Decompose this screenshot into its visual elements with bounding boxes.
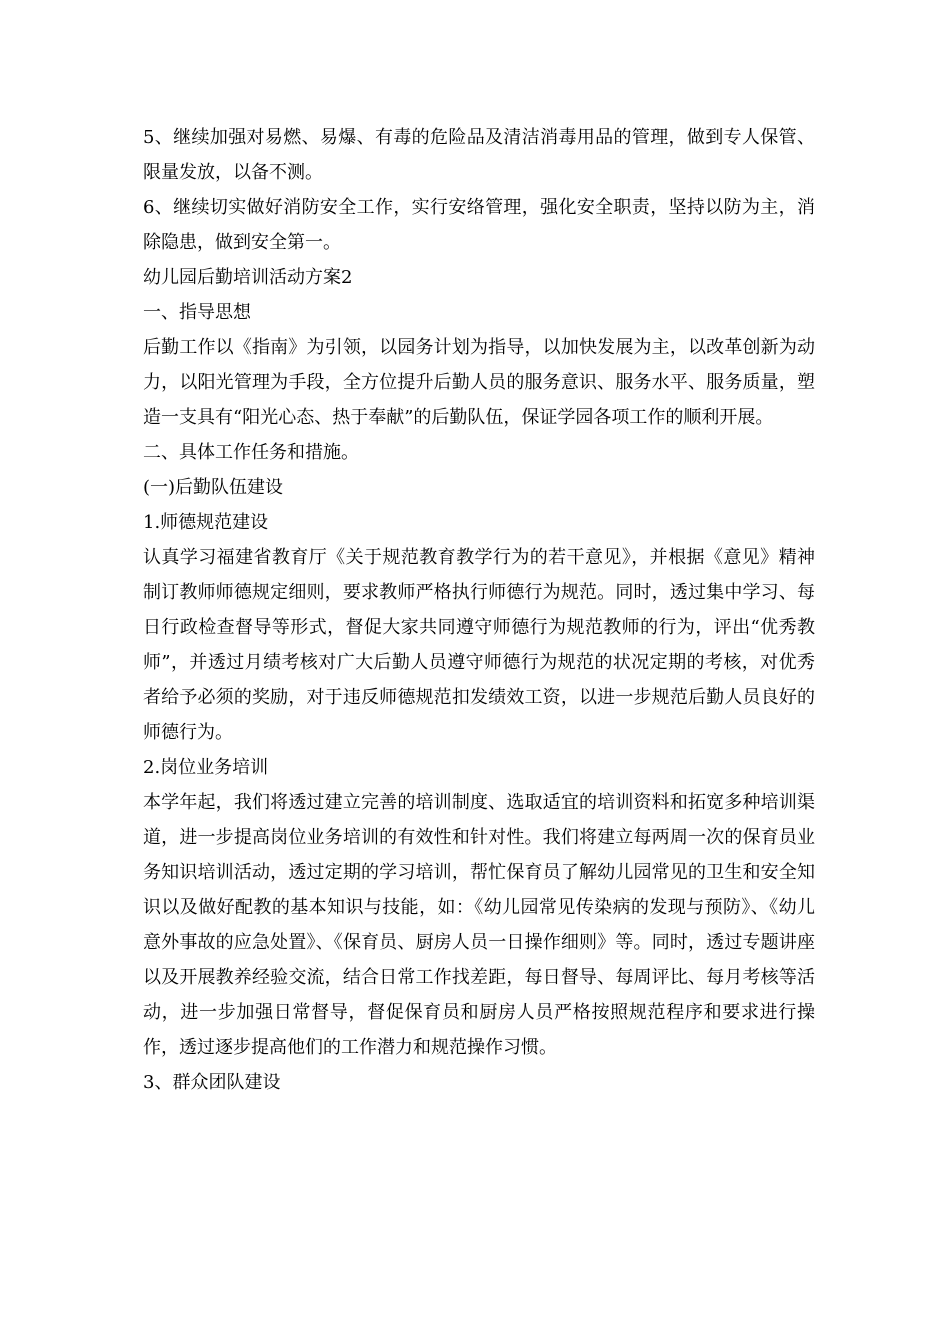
document-body — [143, 120, 815, 1100]
section-heading-tasks: 二、具体工作任务和措施。 — [143, 442, 359, 463]
paragraph-guiding-thought: 后勤工作以《指南》为引领，以园务计划为指导，以加快发展为主，以改革创新为动力，以阳光管理为手段，全方位提升后勤人员的服务意识、服务水平、服务质量，塑造一支具有“阳光心态、热于奉献”的后勤队伍，保证学园各项工作的顺利开展。 — [143, 337, 815, 428]
subsection-heading-training: 2.岗位业务培训 — [143, 757, 269, 778]
subsection-heading-team-building: (一)后勤队伍建设 — [143, 477, 284, 498]
paragraph-item-5: 5、继续加强对易燃、易爆、有毒的危险品及清洁消毒用品的管理，做到专人保管、限量发放，以备不测。 — [143, 127, 815, 183]
section-heading-guiding-thought: 一、指导思想 — [143, 302, 251, 323]
paragraph-item-6: 6、继续切实做好消防安全工作，实行安络管理，强化安全职责，坚持以防为主，消除隐患，做到安全第一。 — [143, 197, 815, 253]
subsection-heading-ethics: 1.师德规范建设 — [143, 512, 269, 533]
paragraph-ethics: 认真学习福建省教育厅《关于规范教育教学行为的若干意见》，并根据《意见》精神制订教师师德规定细则，要求教师严格执行师德行为规范。同时，透过集中学习、每日行政检查督导等形式，督促大家共同遵守师德行为规范教师的行为，评出“优秀教师”，并透过月绩考核对广大后勤人员遵守师德行为规范的状况定期的考核，对优秀者给予必须的奖励，对于违反师德规范扣发绩效工资，以进一步规范后勤人员良好的师德行为。 — [143, 547, 815, 743]
document-title: 幼儿园后勤培训活动方案2 — [143, 267, 353, 288]
paragraph-training: 本学年起，我们将透过建立完善的培训制度、选取适宜的培训资料和拓宽多种培训渠道，进一步提高岗位业务培训的有效性和针对性。我们将建立每两周一次的保育员业务知识培训活动，透过定期的学习培训，帮忙保育员了解幼儿园常见的卫生和安全知识以及做好配教的基本知识与技能，如：《幼儿园常见传染病的发现与预防》、《幼儿意外事故的应急处置》、《保育员、厨房人员一日操作细则》等。同时，透过专题讲座以及开展教养经验交流，结合日常工作找差距，每日督导、每周评比、每月考核等活动，进一步加强日常督导，督促保育员和厨房人员严格按照规范程序和要求进行操作，透过逐步提高他们的工作潜力和规范操作习惯。 — [143, 792, 815, 1058]
subsection-heading-mass-team: 3、群众团队建设 — [143, 1072, 281, 1093]
